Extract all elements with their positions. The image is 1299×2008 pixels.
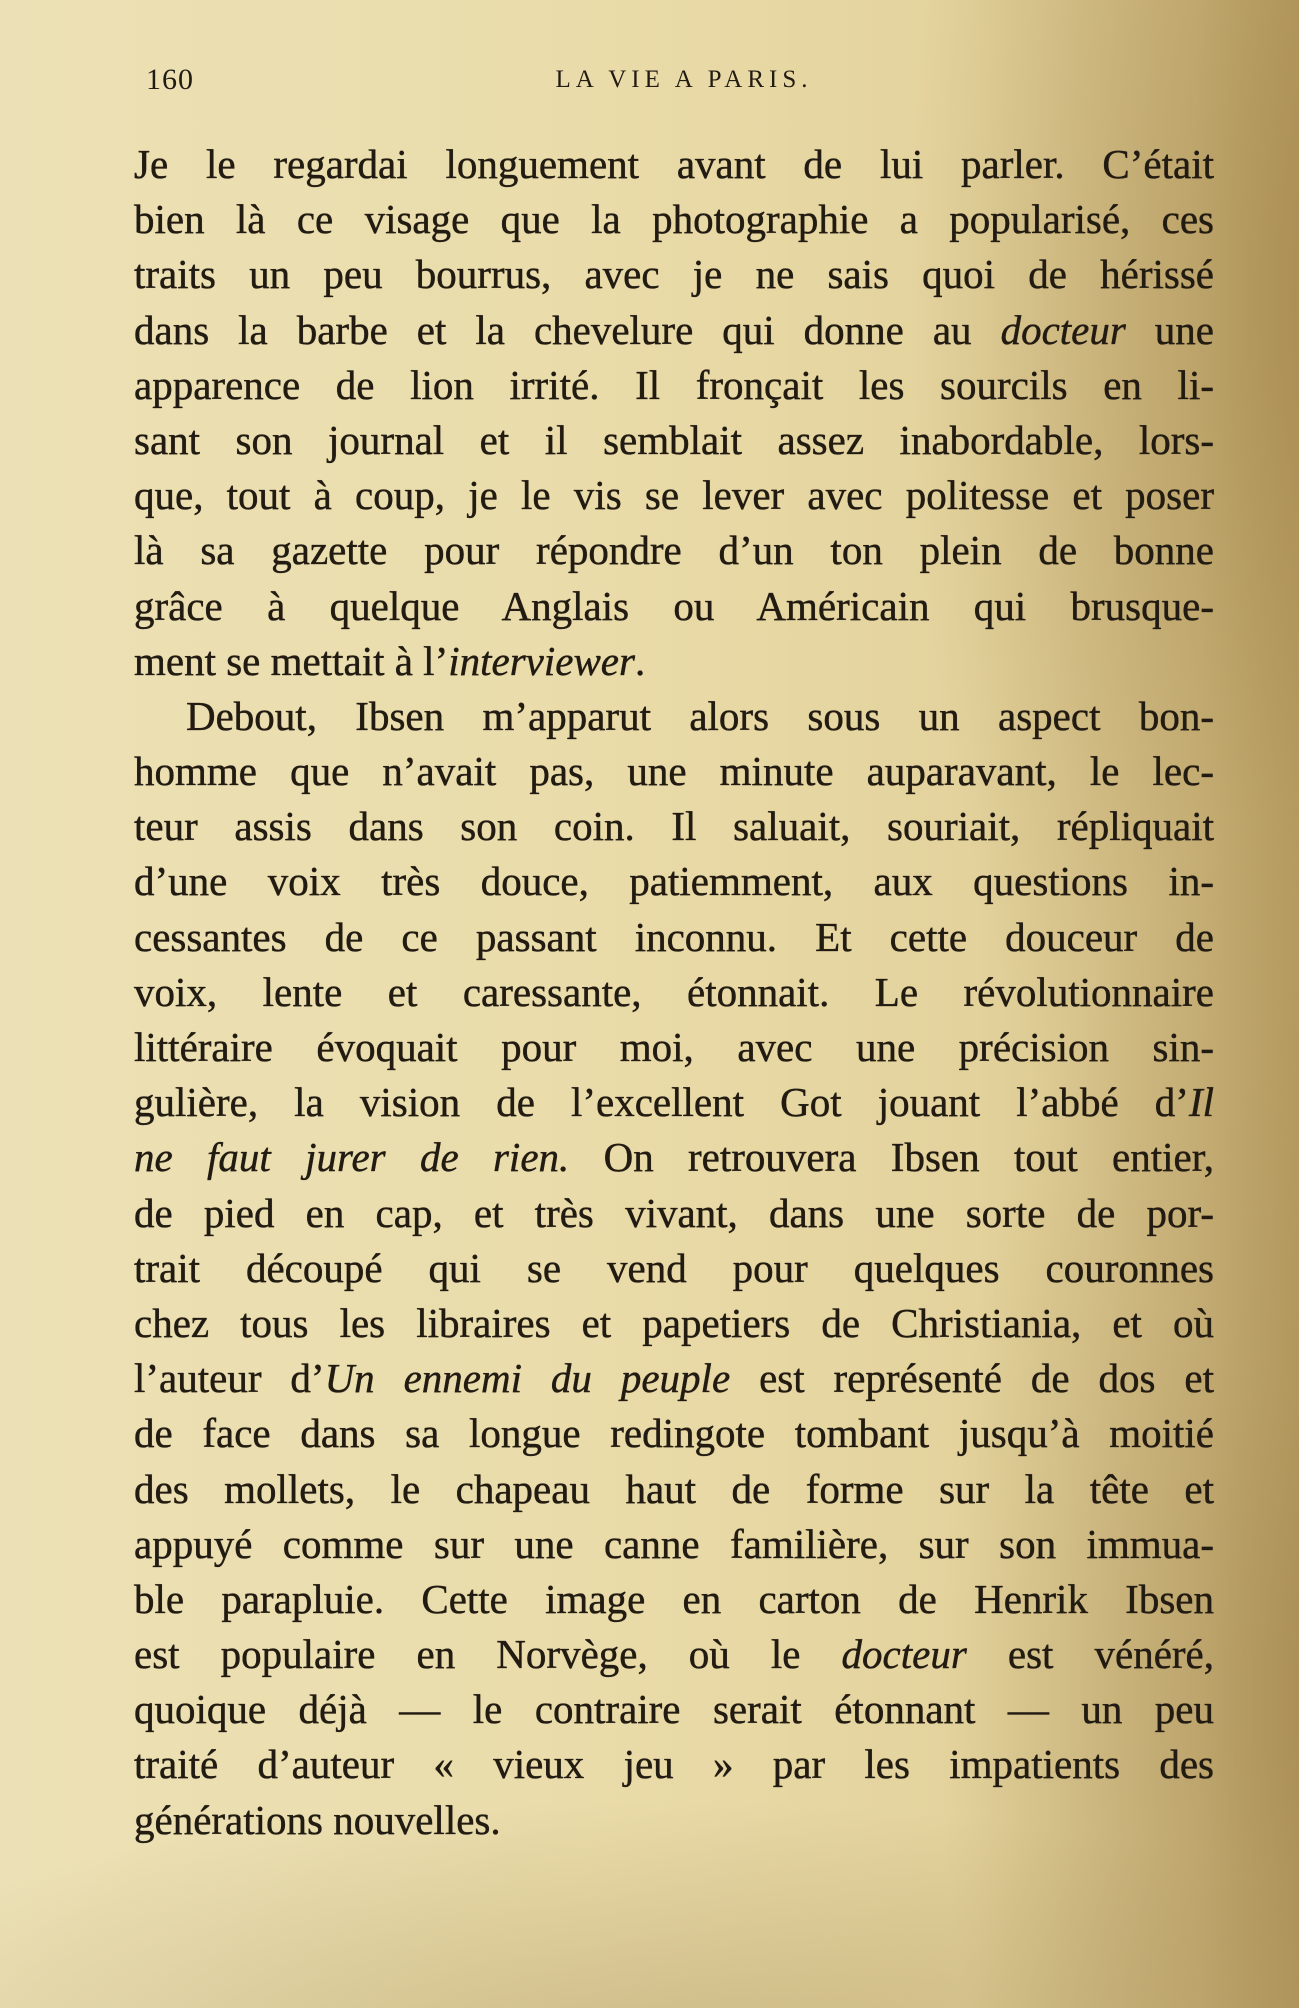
text-segment: traité d’auteur « vieux jeu » par les impatients des [134,1741,1214,1788]
text-line [134,744,1214,799]
text-line [134,1351,1214,1406]
text-line [134,1020,1214,1075]
text-line [134,192,1214,247]
text-segment: d’une voix très douce, patiemment, aux questions in- [134,858,1214,905]
text-segment: . [634,637,646,684]
text-segment: chez tous les libraires et papetiers de Christiania, et où [134,1299,1214,1346]
text-segment: là sa gazette pour répondre d’un ton plein de bonne [134,527,1214,574]
text-segment: teur assis dans son coin. Il saluait, souriait, répliquait [134,803,1214,850]
page-number: 160 [146,63,194,96]
text-line [134,1737,1214,1792]
paragraph [134,137,1214,689]
text-line [134,358,1214,413]
text-line [134,579,1214,634]
italic-text: Il [1188,1079,1214,1126]
text-segment: ble parapluie. Cette image en carton de Henrik Ibsen [134,1575,1214,1622]
italic-text: Un ennemi du peuple [324,1355,731,1402]
italic-text: interviewer [448,637,635,684]
text-segment: trait découpé qui se vend pour quelques couronnes [134,1244,1214,1291]
text-line [134,799,1214,854]
text-segment: ment se mettait à l’ [134,637,449,684]
text-line [134,1241,1214,1296]
italic-text: ne faut jurer de rien. [134,1134,570,1181]
text-line [134,1572,1214,1627]
text-line [134,1793,1214,1848]
text-segment: des mollets, le chapeau haut de forme sur la tête et [134,1465,1214,1512]
text-segment: est populaire en Norvège, où le [134,1631,842,1678]
text-line [134,854,1214,909]
text-line [134,137,1214,192]
paragraph [134,689,1214,1848]
body-text [134,137,1214,1848]
text-segment: On retrouvera Ibsen tout entier, [569,1134,1214,1181]
running-header [0,58,1299,102]
text-segment: bien là ce visage que la photographie a popularisé, ces [134,196,1214,243]
text-line [134,1682,1214,1737]
text-segment: Debout, Ibsen m’apparut alors sous un aspect bon- [186,692,1214,739]
text-segment: littéraire évoquait pour moi, avec une précision sin- [134,1024,1214,1070]
text-segment: une [1125,306,1215,353]
text-segment: cessantes de ce passant inconnu. Et cette douceur de [134,913,1214,960]
text-segment: est vénéré, [966,1631,1214,1678]
text-segment: est représenté de dos et [730,1355,1215,1402]
text-segment: gulière, la vision de l’excellent Got jouant l’abbé d’ [134,1079,1189,1126]
text-line [134,910,1214,965]
italic-text: docteur [1000,306,1126,353]
text-segment: de face dans sa longue redingote tombant jusqu’à moitié [134,1410,1214,1457]
text-line [134,1517,1214,1572]
text-segment: Je le regardai longuement avant de lui parler. C’était [134,141,1214,187]
text-line [134,1406,1214,1461]
text-segment: voix, lente et caressante, étonnait. Le révolutionnaire [134,968,1214,1015]
text-line [134,1075,1214,1130]
text-segment: générations nouvelles. [134,1796,501,1843]
text-line [134,1130,1214,1185]
text-line [134,965,1214,1020]
text-segment: dans la barbe et la chevelure qui donne au [134,306,1001,353]
text-segment: traits un peu bourrus, avec je ne sais quoi de hérissé [134,251,1214,298]
text-segment: que, tout à coup, je le vis se lever avec politesse et poser [134,472,1214,519]
text-segment: grâce à quelque Anglais ou Américain qui brusque- [134,582,1214,629]
text-line [134,413,1214,468]
text-segment: de pied en cap, et très vivant, dans une sorte de por- [134,1189,1214,1236]
text-segment: quoique déjà — le contraire serait étonnant — un peu [134,1686,1214,1733]
text-segment: sant son journal et il semblait assez inabordable, lors- [134,416,1214,463]
italic-text: docteur [841,1631,967,1678]
text-line [134,1186,1214,1241]
text-line [134,1296,1214,1351]
text-line [134,247,1214,302]
text-segment: l’auteur d’ [134,1355,325,1402]
text-segment: appuyé comme sur une canne familière, sur son immua- [134,1520,1214,1567]
text-segment: apparence de lion irrité. Il fronçait les sourcils en li- [134,361,1214,408]
text-line [134,1627,1214,1682]
text-line [134,523,1214,578]
text-line [134,634,1214,689]
text-line [134,689,1214,744]
text-segment: homme que n’avait pas, une minute auparavant, le lec- [134,748,1214,795]
text-line [134,303,1214,358]
running-head-title: LA VIE A PARIS. [555,66,813,93]
text-line [134,468,1214,523]
text-line [134,1462,1214,1517]
